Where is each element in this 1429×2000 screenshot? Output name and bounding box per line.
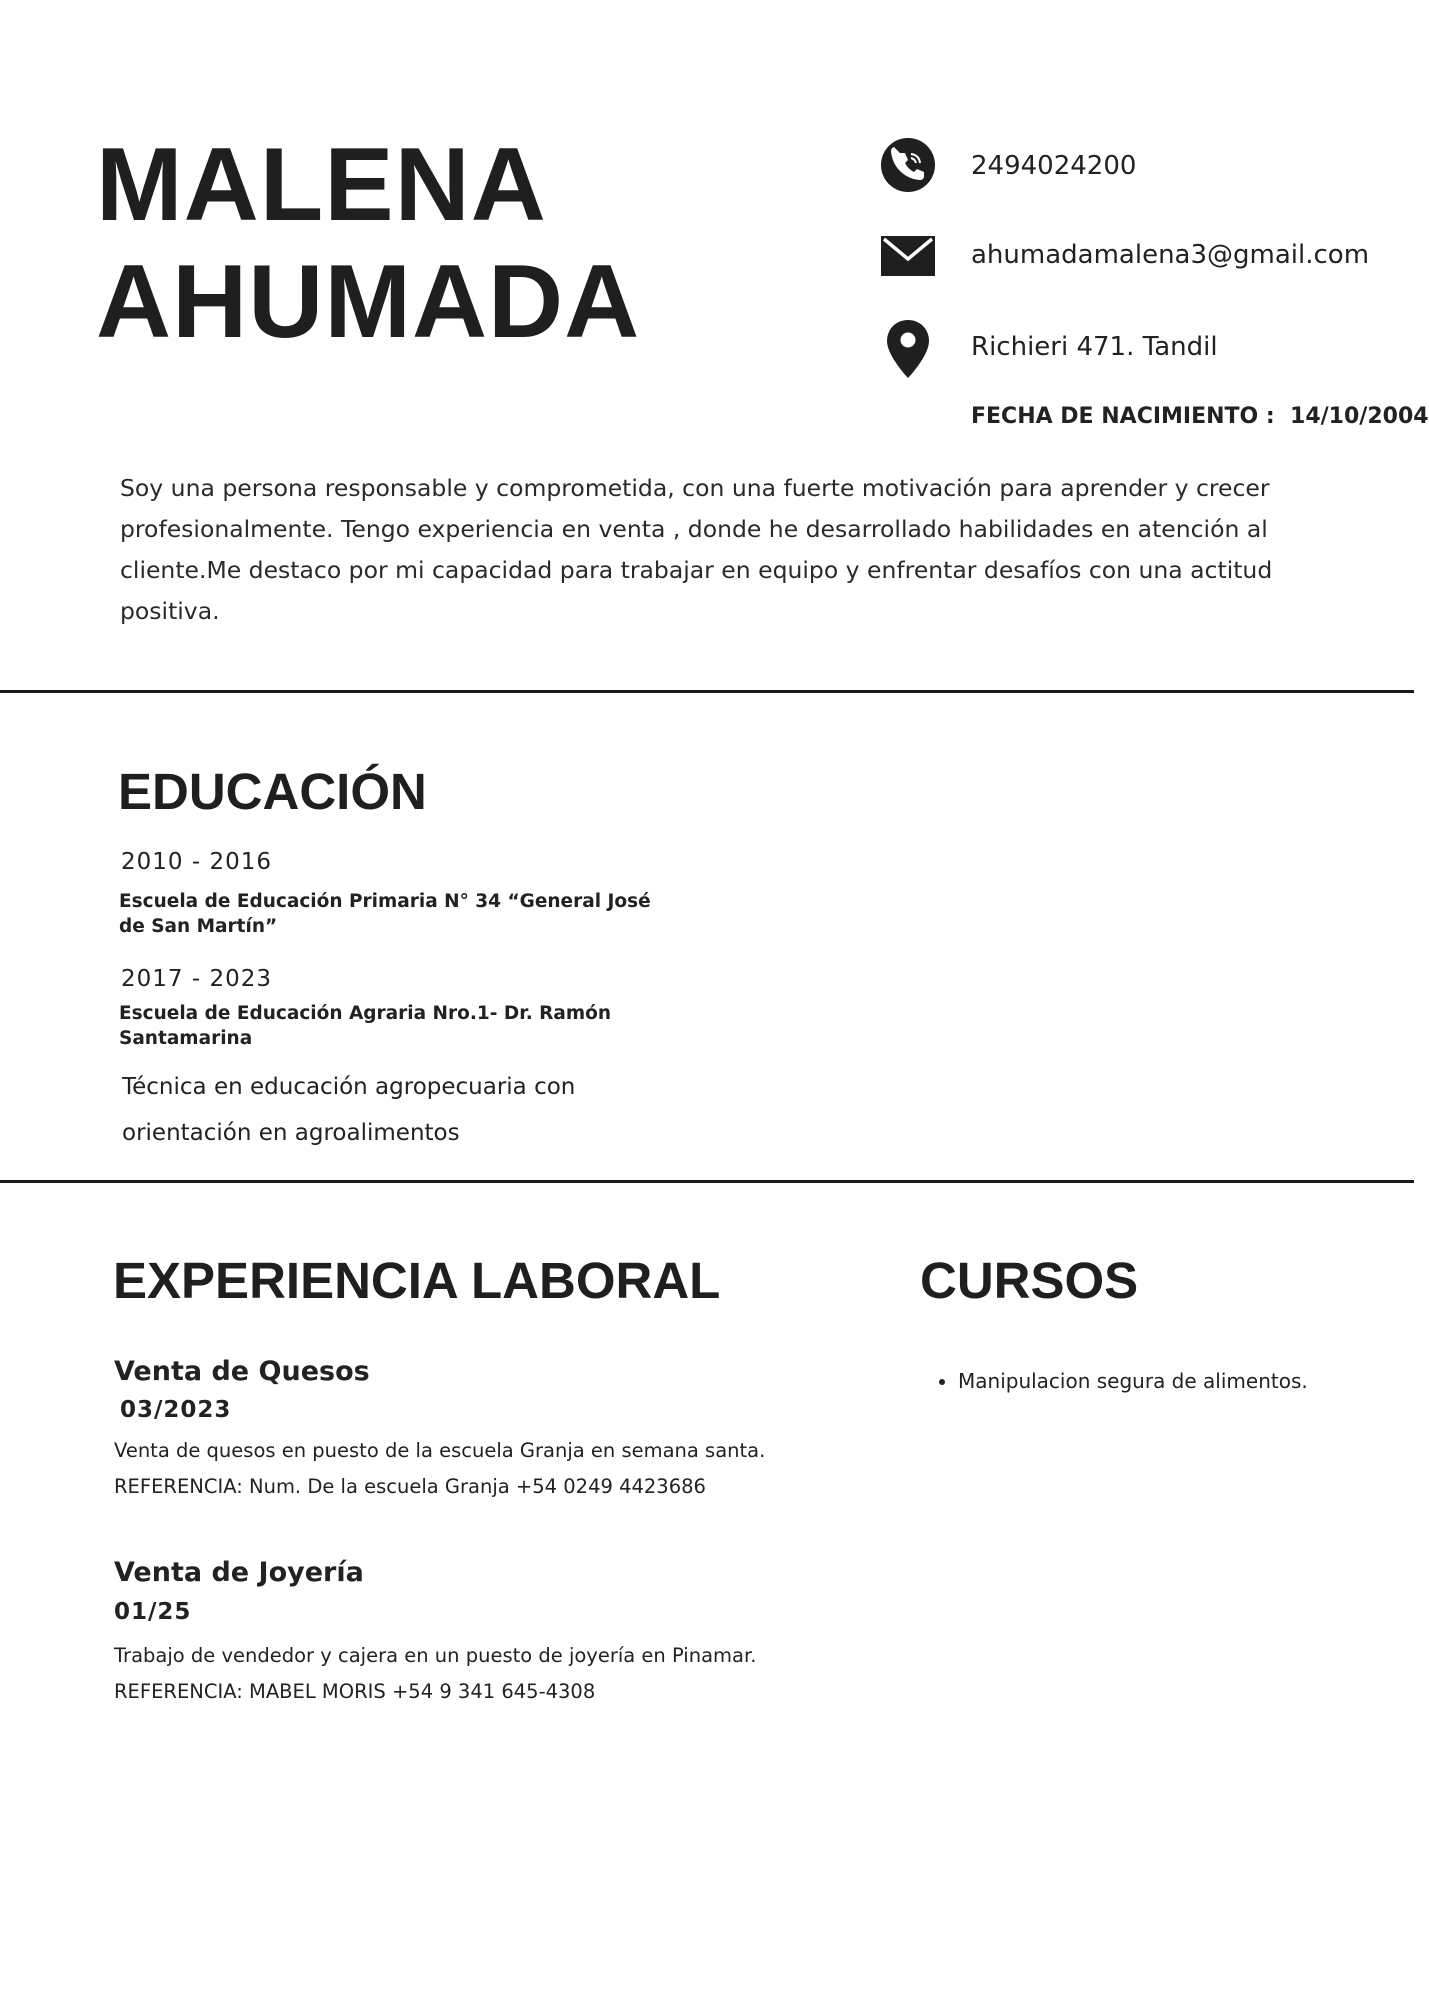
education-school: Escuela de Educación Primaria N° 34 “General José de San Martín” — [119, 891, 651, 937]
list-item: • Manipulacion segura de alimentos. — [958, 1366, 1308, 1396]
job-date: 01/25 — [114, 1599, 192, 1625]
location-pin-icon — [880, 319, 936, 379]
job-title: Venta de Joyería — [114, 1557, 364, 1588]
section-divider — [0, 690, 1414, 693]
job-title: Venta de Quesos — [114, 1356, 370, 1387]
job-description: Venta de quesos en puesto de la escuela Granja en semana santa. — [114, 1439, 766, 1462]
experience-title: EXPERIENCIA LABORAL — [113, 1252, 721, 1309]
phone-icon — [880, 137, 936, 193]
job-date: 03/2023 — [120, 1397, 232, 1423]
job-reference: REFERENCIA: Num. De la escuela Granja +54 0249 4423686 — [114, 1475, 706, 1498]
birth-date-label: FECHA DE NACIMIENTO : — [971, 404, 1275, 429]
email-address: ahumadamalena3@gmail.com — [971, 240, 1370, 270]
education-years: 2017 - 2023 — [121, 966, 272, 992]
phone-number: 2494024200 — [971, 151, 1137, 181]
last-name: AHUMADA — [96, 244, 641, 360]
birth-date-line — [971, 404, 1429, 429]
address: Richieri 471. Tandil — [971, 332, 1218, 362]
job-description: Trabajo de vendedor y cajera en un puesto de joyería en Pinamar. — [114, 1644, 757, 1667]
birth-date-value: 14/10/2004 — [1290, 404, 1429, 429]
section-divider — [0, 1180, 1414, 1183]
courses-list — [930, 1366, 1308, 1396]
education-degree: Técnica en educación agropecuaria con orientación en agroalimentos — [122, 1074, 576, 1146]
courses-title: CURSOS — [920, 1252, 1139, 1309]
job-reference: REFERENCIA: MABEL MORIS +54 9 341 645-4308 — [114, 1680, 596, 1703]
first-name: MALENA — [96, 127, 547, 243]
education-title: EDUCACIÓN — [118, 763, 427, 820]
education-school: Escuela de Educación Agraria Nro.1- Dr. Ramón Santamarina — [119, 1003, 612, 1049]
envelope-icon — [880, 228, 936, 284]
profile-summary: Soy una persona responsable y comprometida, con una fuerte motivación para aprender y crecer profesionalmente. Tengo experiencia en venta , donde he desarrollado habilidades en atención al cliente.Me destaco por mi capacidad para trabajar en equipo y enfrentar desafíos con una actitud positiva. — [120, 474, 1273, 625]
education-years: 2010 - 2016 — [121, 849, 272, 875]
